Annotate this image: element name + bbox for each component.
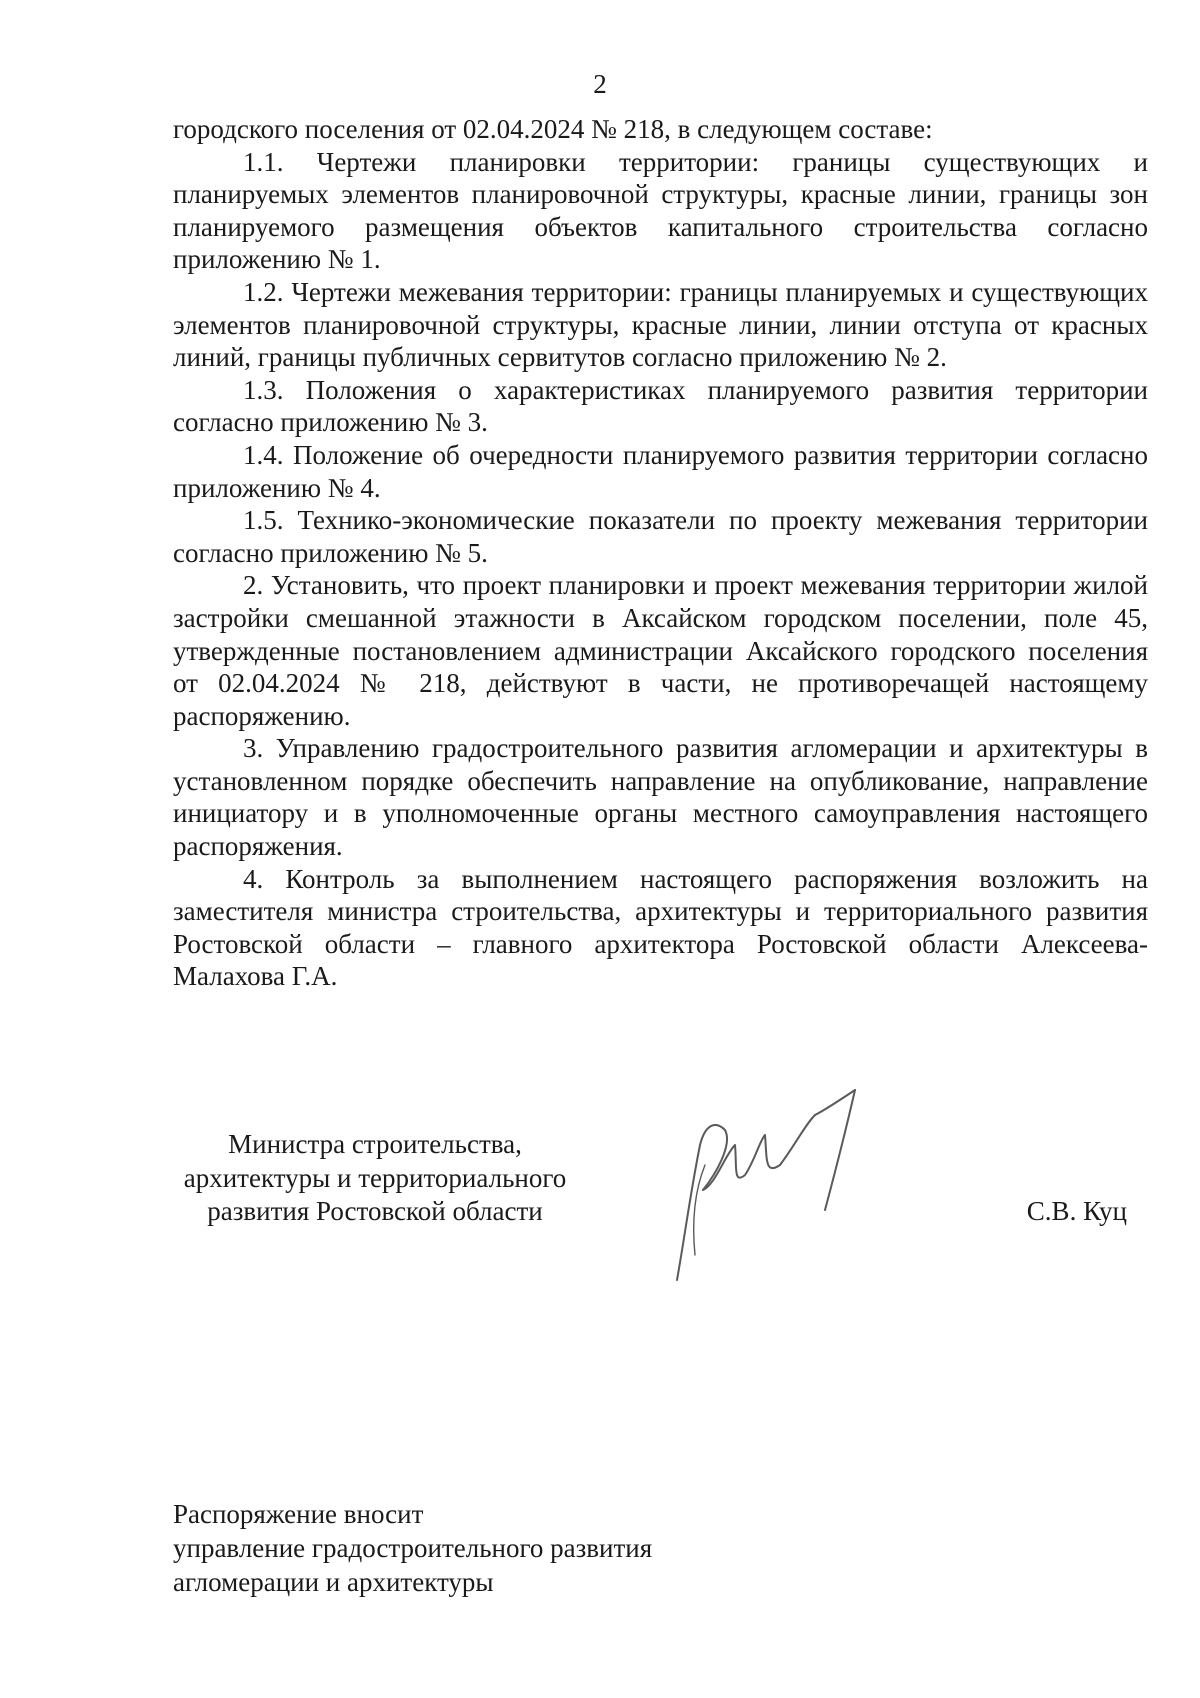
footer-note-line: агломерации и архитектуры — [173, 1567, 494, 1597]
signatory-position-line: Министра строительства, — [228, 1129, 522, 1159]
footer-note — [173, 1497, 652, 1599]
signatory-position — [150, 1128, 600, 1229]
paragraph-1-5: 1.5. Технико-экономические показатели по проекту межевания территории согласно приложению № 5. — [173, 505, 1148, 568]
paragraph-intro: городского поселения от 02.04.2024 № 218, в следующем составе: — [173, 114, 933, 144]
handwritten-signature — [655, 1085, 895, 1285]
page-number: 2 — [593, 69, 607, 99]
signatory-name: С.В. Куц — [1026, 1196, 1127, 1226]
document-body — [173, 113, 1148, 993]
paragraph-1-4: 1.4. Положение об очередности планируемого развития территории согласно приложению № 4. — [173, 439, 1148, 503]
paragraph-4: 4. Контроль за выполнением настоящего распоряжения возложить на заместителя министра строительства, архитектуры и территориального развития Ростовской области – главного архитектора Ростовской области Алексеева-Малахова Г.А. — [173, 863, 1148, 992]
paragraph-1-3: 1.3. Положения о характеристиках планируемого развития территории согласно приложению № 3. — [173, 374, 1148, 438]
paragraph-2: 2. Установить, что проект планировки и проект межевания территории жилой застройки смешанной этажности в Аксайском городском поселении, поле 45, утвержденные постановлением администрации Аксайского городского поселения от 02.04.2024 № 218, действуют в части, не противоречащей настоящему распоряжению. — [173, 570, 1148, 731]
paragraph-1-1: 1.1. Чертежи планировки территории: границы существующих и планируемых элементов планировочной структуры, красные линии, границы зон планируемого размещения объектов капитального строительства согласно приложению № 1. — [173, 146, 1148, 275]
footer-note-line: управление градостроительного развития — [173, 1533, 653, 1563]
paragraph-3: 3. Управлению градостроительного развития агломерации и архитектуры в установленном порядке обеспечить направление на опубликование, направление инициатору и в уполномоченные органы местного самоуправления настоящего распоряжения. — [173, 733, 1148, 862]
signatory-position-line: архитектуры и территориального — [183, 1162, 567, 1193]
signatory-position-line: развития Ростовской области — [207, 1196, 543, 1226]
footer-note-line: Распоряжение вносит — [173, 1499, 424, 1529]
paragraph-1-2: 1.2. Чертежи межевания территории: границы планируемых и существующих элементов планировочной структуры, красные линии, линии отступа от красных линий, границы публичных сервитутов согласно приложению № 2. — [173, 276, 1148, 373]
